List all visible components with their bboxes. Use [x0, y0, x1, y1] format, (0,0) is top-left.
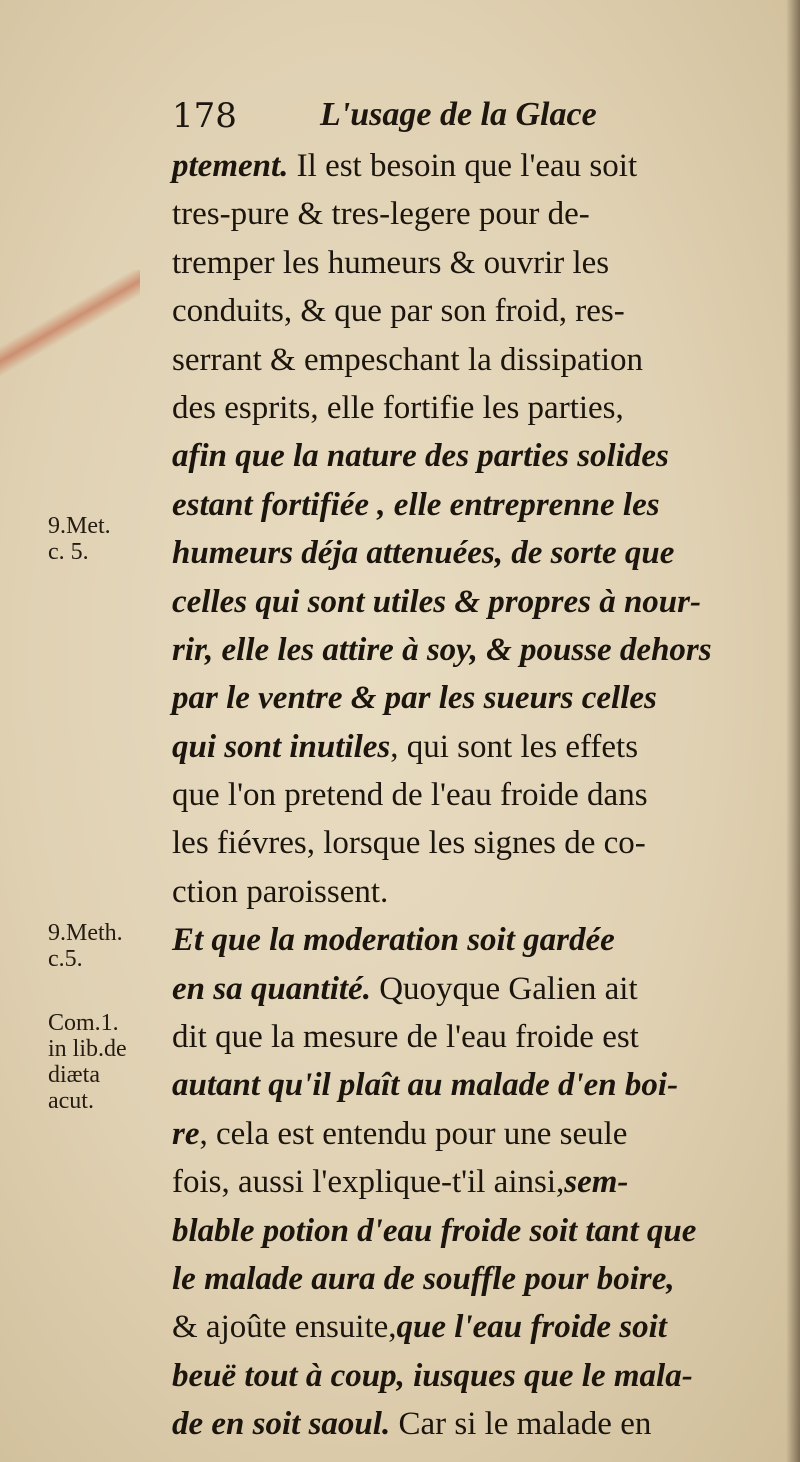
italic-text: blable potion d'eau froide soit tant que: [172, 1212, 697, 1249]
roman-text: fois, aussi l'explique-t'il ainsi,: [172, 1164, 565, 1201]
body-text: [172, 142, 772, 1449]
text-line: [172, 965, 772, 1013]
running-head: L'usage de la Glace: [320, 96, 597, 133]
roman-text: Car si le malade en: [390, 1406, 652, 1443]
text-line: [172, 1303, 772, 1351]
italic-text: le malade aura de souffle pour boire,: [172, 1260, 675, 1297]
roman-text: des esprits, elle fortifie les parties,: [172, 389, 624, 426]
roman-text: que l'on pretend de l'eau froide dans: [172, 777, 648, 814]
text-line: [172, 529, 772, 577]
roman-text: Il est besoin que l'eau soit: [288, 148, 638, 184]
italic-text: afin que la nature des parties solides: [172, 438, 669, 475]
text-line: [172, 384, 772, 432]
page-header: [172, 96, 762, 146]
italic-text: en sa quantité.: [172, 970, 371, 1007]
text-line: [172, 287, 772, 335]
text-line: [172, 723, 772, 771]
roman-text: Quoyque Galien ait: [370, 970, 638, 1007]
text-line: [172, 1013, 772, 1061]
italic-text: autant qu'il plaît au malade d'en boi-: [172, 1067, 679, 1104]
margin-note-line: c. 5.: [48, 539, 89, 565]
text-line: [172, 626, 772, 674]
margin-note-line: diæta: [48, 1062, 100, 1088]
italic-text: par le ventre & par les sueurs celles: [172, 680, 657, 717]
text-line: [172, 432, 772, 480]
italic-text: Et que la moderation soit gardée: [172, 922, 615, 959]
text-line: [172, 674, 772, 722]
margin-note-line: c.5.: [48, 946, 83, 972]
italic-text: humeurs déja attenuées, de sorte que: [172, 535, 675, 572]
italic-text: beuë tout à coup, iusques que le mala-: [172, 1357, 693, 1394]
margin-note-line: acut.: [48, 1088, 94, 1114]
text-line: [172, 916, 772, 964]
roman-text: dit que la mesure de l'eau froide est: [172, 1019, 639, 1056]
italic-text: celles qui sont utiles & propres à nour-: [172, 583, 701, 620]
roman-text: ction paroissent.: [172, 873, 389, 910]
margin-note: [48, 920, 166, 972]
text-line: [172, 819, 772, 867]
margin-note: [48, 1010, 166, 1114]
page-edge-shadow: [786, 0, 800, 1462]
text-line: [172, 1255, 772, 1303]
text-line: [172, 239, 772, 287]
italic-text: ptement.: [172, 148, 289, 184]
roman-text: & ajoûte ensuite,: [172, 1309, 397, 1346]
margin-note-line: 9.Met.: [48, 513, 111, 539]
text-line: [172, 868, 772, 916]
ink-stain: [0, 270, 140, 380]
text-line: [172, 1207, 772, 1255]
text-line: [172, 1352, 772, 1400]
roman-text: serrant & empeschant la dissipation: [172, 341, 644, 378]
text-line: [172, 142, 772, 190]
italic-text: estant fortifiée , elle entreprenne les: [172, 486, 660, 523]
margin-note: [48, 513, 166, 565]
italic-text: re: [172, 1115, 200, 1152]
text-line: [172, 1110, 772, 1158]
roman-text: tremper les humeurs & ouvrir les: [172, 244, 610, 281]
roman-text: tres-pure & tres-legere pour de-: [172, 196, 590, 233]
text-line: [172, 1061, 772, 1109]
italic-text: que l'eau froide soit: [396, 1309, 667, 1346]
text-line: [172, 336, 772, 384]
margin-note-line: in lib.de: [48, 1036, 127, 1062]
italic-text: de en soit saoul.: [172, 1406, 391, 1443]
text-line: [172, 481, 772, 529]
text-line: [172, 190, 772, 238]
text-line: [172, 578, 772, 626]
roman-text: conduits, & que par son froid, res-: [172, 293, 625, 330]
italic-text: qui sont inutiles: [172, 728, 391, 765]
italic-text: sem-: [564, 1164, 629, 1201]
page-number: 178: [172, 96, 237, 136]
margin-note-line: 9.Meth.: [48, 920, 123, 946]
roman-text: , qui sont les effets: [390, 728, 639, 765]
text-line: [172, 771, 772, 819]
roman-text: les fiévres, lorsque les signes de co-: [172, 825, 646, 862]
roman-text: , cela est entendu pour une seule: [199, 1115, 628, 1152]
italic-text: rir, elle les attire à soy, & pousse dehors: [172, 631, 712, 668]
text-line: [172, 1158, 772, 1206]
margin-note-line: Com.1.: [48, 1010, 119, 1036]
text-line: [172, 1400, 772, 1448]
